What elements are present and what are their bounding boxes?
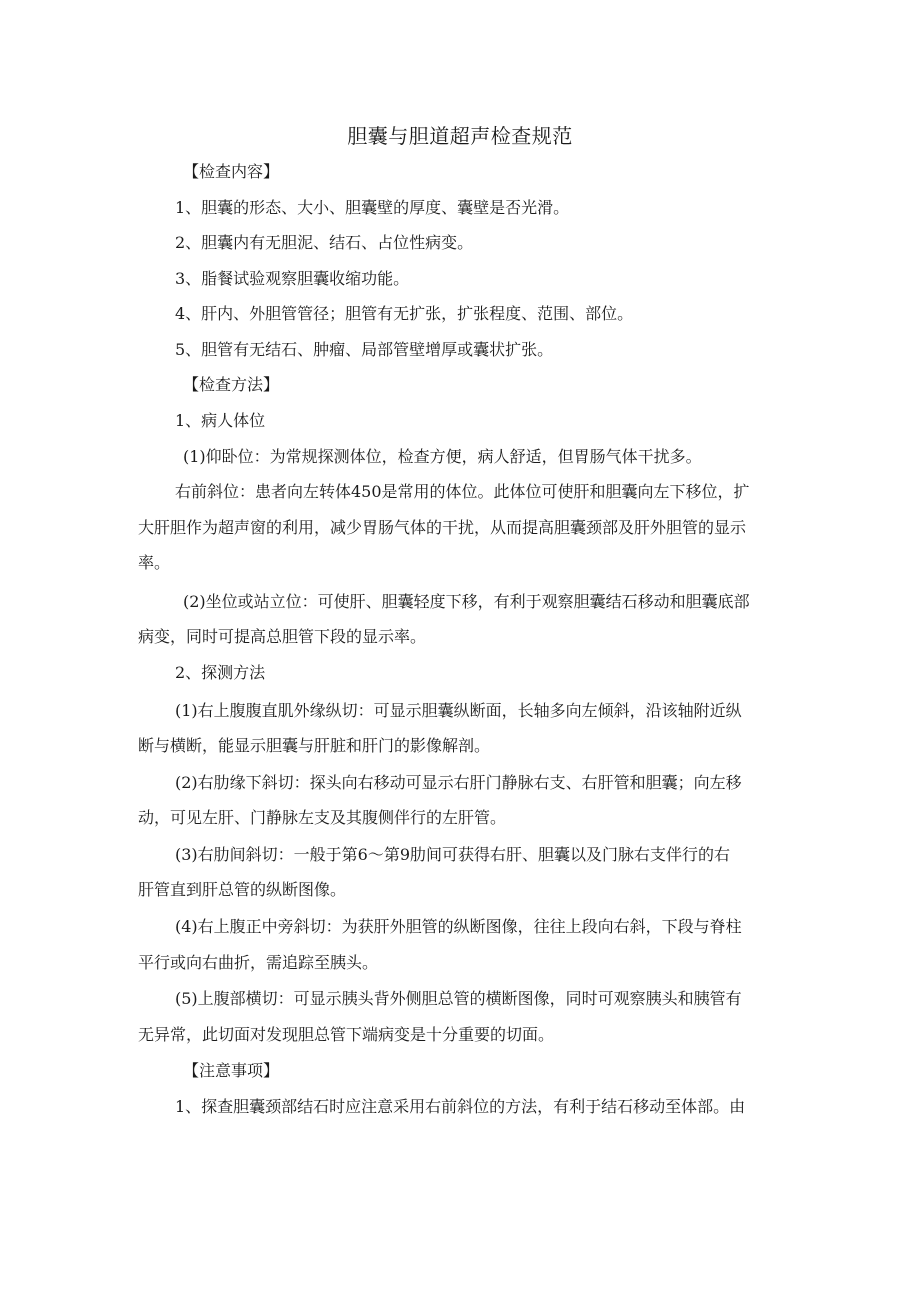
content-item-2: 2、胆囊内有无胆泥、结石、占位性病变。 bbox=[175, 233, 474, 252]
paragraph-oblique-line-3: 率。 bbox=[138, 553, 171, 572]
section-heading-content: 【检查内容】 bbox=[183, 162, 280, 181]
paragraph-supine: (1)仰卧位：为常规探测体位，检查方便，病人舒适，但胃肠气体干扰多。 bbox=[183, 447, 702, 466]
paragraph-probe-3-line-1: (3)右肋间斜切：一般于第6～第9肋间可获得右肝、胆囊以及门脉右支伴行的右 bbox=[175, 845, 731, 864]
paragraph-oblique-line-2: 大肝胆作为超声窗的利用，减少胃肠气体的干扰，从而提高胆囊颈部及肝外胆管的显示 bbox=[138, 518, 747, 537]
content-item-5: 5、胆管有无结石、肿瘤、局部管壁增厚或囊状扩张。 bbox=[175, 340, 554, 359]
paragraph-probe-4-line-2: 平行或向右曲折，需追踪至胰头。 bbox=[138, 953, 379, 972]
subheading-probe-method: 2、探测方法 bbox=[175, 663, 266, 682]
subheading-patient-position: 1、病人体位 bbox=[175, 411, 266, 430]
paragraph-probe-5-line-1: (5)上腹部横切：可显示胰头背外侧胆总管的横断图像，同时可观察胰头和胰管有 bbox=[175, 989, 742, 1008]
section-heading-method: 【检查方法】 bbox=[183, 375, 280, 394]
paragraph-probe-4-line-1: (4)右上腹正中旁斜切：为获肝外胆管的纵断图像，往往上段向右斜，下段与脊柱 bbox=[175, 917, 742, 936]
paragraph-sitting-line-2: 病变，同时可提高总胆管下段的显示率。 bbox=[138, 627, 427, 646]
document-title: 胆囊与胆道超声检查规范 bbox=[347, 124, 573, 148]
section-heading-notes: 【注意事项】 bbox=[183, 1061, 280, 1080]
paragraph-probe-2-line-2: 动，可见左肝、门静脉左支及其腹侧伴行的左肝管。 bbox=[138, 808, 507, 827]
paragraph-probe-1-line-2: 断与横断，能显示胆囊与肝脏和肝门的影像解剖。 bbox=[138, 736, 491, 755]
paragraph-oblique-line-1: 右前斜位：患者向左转体450是常用的体位。此体位可使肝和胆囊向左下移位，扩 bbox=[175, 482, 750, 501]
paragraph-probe-1-line-1: (1)右上腹腹直肌外缘纵切：可显示胆囊纵断面，长轴多向左倾斜，沿该轴附近纵 bbox=[175, 701, 742, 720]
content-item-3: 3、脂餐试验观察胆囊收缩功能。 bbox=[175, 269, 410, 288]
paragraph-notes-line-1: 1、探查胆囊颈部结石时应注意采用右前斜位的方法，有利于结石移动至体部。由 bbox=[175, 1097, 746, 1116]
paragraph-sitting-line-1: (2)坐位或站立位：可使肝、胆囊轻度下移，有利于观察胆囊结石移动和胆囊底部 bbox=[183, 592, 750, 611]
content-item-4: 4、肝内、外胆管管径；胆管有无扩张，扩张程度、范围、部位。 bbox=[175, 304, 634, 323]
paragraph-probe-2-line-1: (2)右肋缘下斜切：探头向右移动可显示右肝门静脉右支、右肝管和胆囊；向左移 bbox=[175, 773, 742, 792]
content-item-1: 1、胆囊的形态、大小、胆囊壁的厚度、囊壁是否光滑。 bbox=[175, 198, 570, 217]
paragraph-probe-3-line-2: 肝管直到肝总管的纵断图像。 bbox=[138, 880, 347, 899]
paragraph-probe-5-line-2: 无异常，此切面对发现胆总管下端病变是十分重要的切面。 bbox=[138, 1025, 555, 1044]
